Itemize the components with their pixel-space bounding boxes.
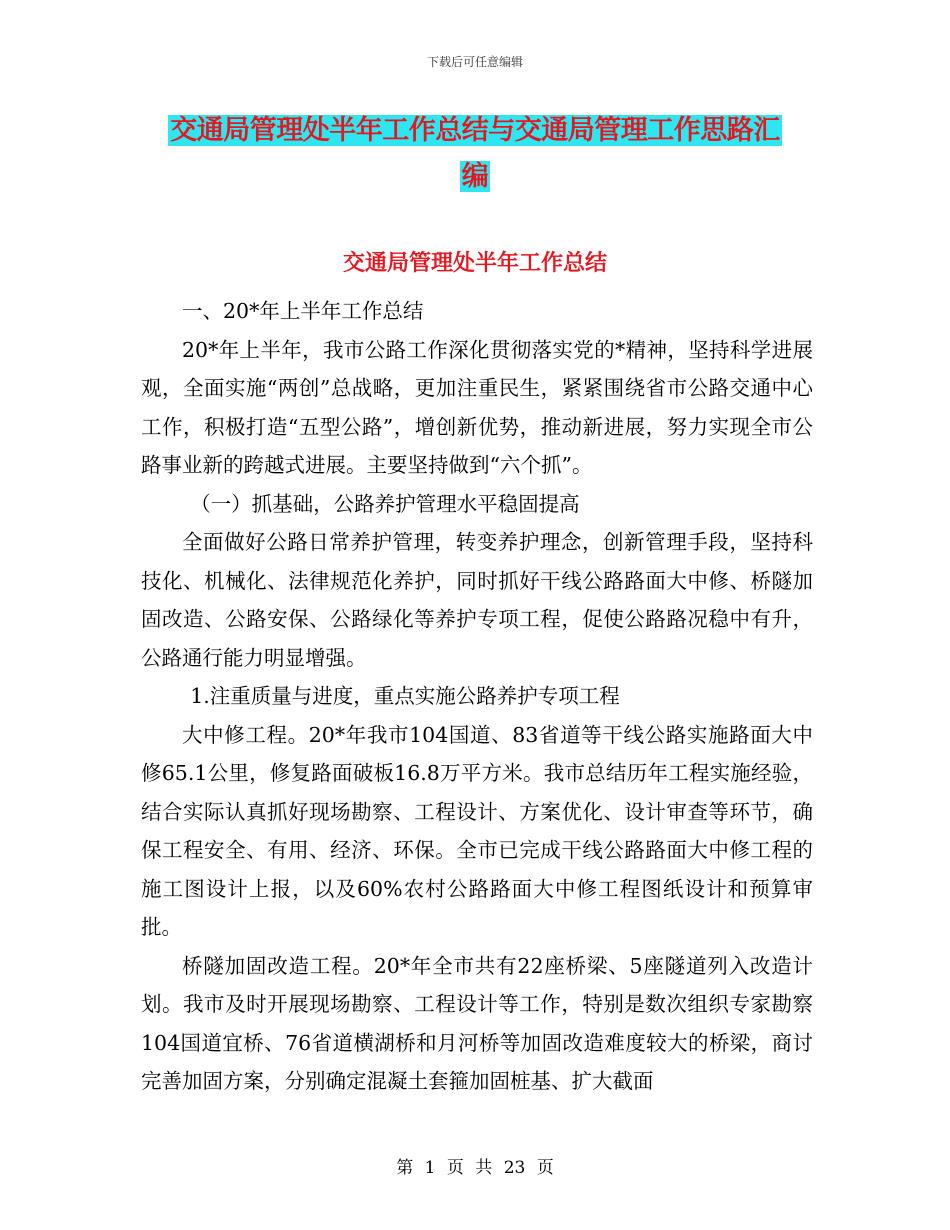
main-title-line-2: 编 <box>461 161 489 192</box>
subheading-foundation: （一）抓基础，公路养护管理水平稳固提高 <box>190 491 580 516</box>
paragraph-maintenance: 全面做好公路日常养护管理，转变养护理念，创新管理手段，坚持科技化、机械化、法律规范化养护，同时抓好干线公路路面大中修、桥隧加固改造、公路安保、公路绿化等养护专项工程，促使公路路况稳中有升，公路通行能力明显增强。 <box>141 530 813 670</box>
document-main-title <box>0 108 950 200</box>
section-title: 交通局管理处半年工作总结 <box>342 250 607 276</box>
main-title-line-1: 交通局管理处半年工作总结与交通局管理工作思路汇 <box>170 115 780 146</box>
paragraph-overview: 20*年上半年，我市公路工作深化贯彻落实党的*精神，坚持科学进展观，全面实施“两创”总战略，更加注重民生，紧紧围绕省市公路交通中心工作，积极打造“五型公路”，增创新优势，推动新进展，努力实现全市公路事业新的跨越式进展。主要坚持做到“六个抓”。 <box>141 337 813 477</box>
page-header-note: 下载后可任意编辑 <box>426 55 523 69</box>
page-footer-number: 第 1 页 共 23 页 <box>396 1158 554 1178</box>
document-body <box>141 292 813 1101</box>
subheading-quality-progress: 1.注重质量与进度，重点实施公路养护专项工程 <box>190 684 620 708</box>
paragraph-bridge-tunnel: 桥隧加固改造工程。20*年全市共有22座桥梁、5座隧道列入改造计划。我市及时开展现场勘察、工程设计等工作，特别是数次组织专家勘察104国道宜桥、76省道横湖桥和月河桥等加固改造难度较大的桥梁，商讨完善加固方案，分别确定混凝土套箍加固桩基、扩大截面 <box>141 953 813 1093</box>
heading-first-half-summary: 一、20*年上半年工作总结 <box>182 299 424 323</box>
paragraph-major-repair: 大中修工程。20*年我市104国道、83省道等干线公路实施路面大中修65.1公里，修复路面破板16.8万平方米。我市总结历年工程实施经验，结合实际认真抓好现场勘察、工程设计、方案优化、设计审查等环节，确保工程安全、有用、经济、环保。全市已完成干线公路路面大中修工程的施工图设计上报，以及60%农村公路路面大中修工程图纸设计和预算审批。 <box>141 722 813 939</box>
